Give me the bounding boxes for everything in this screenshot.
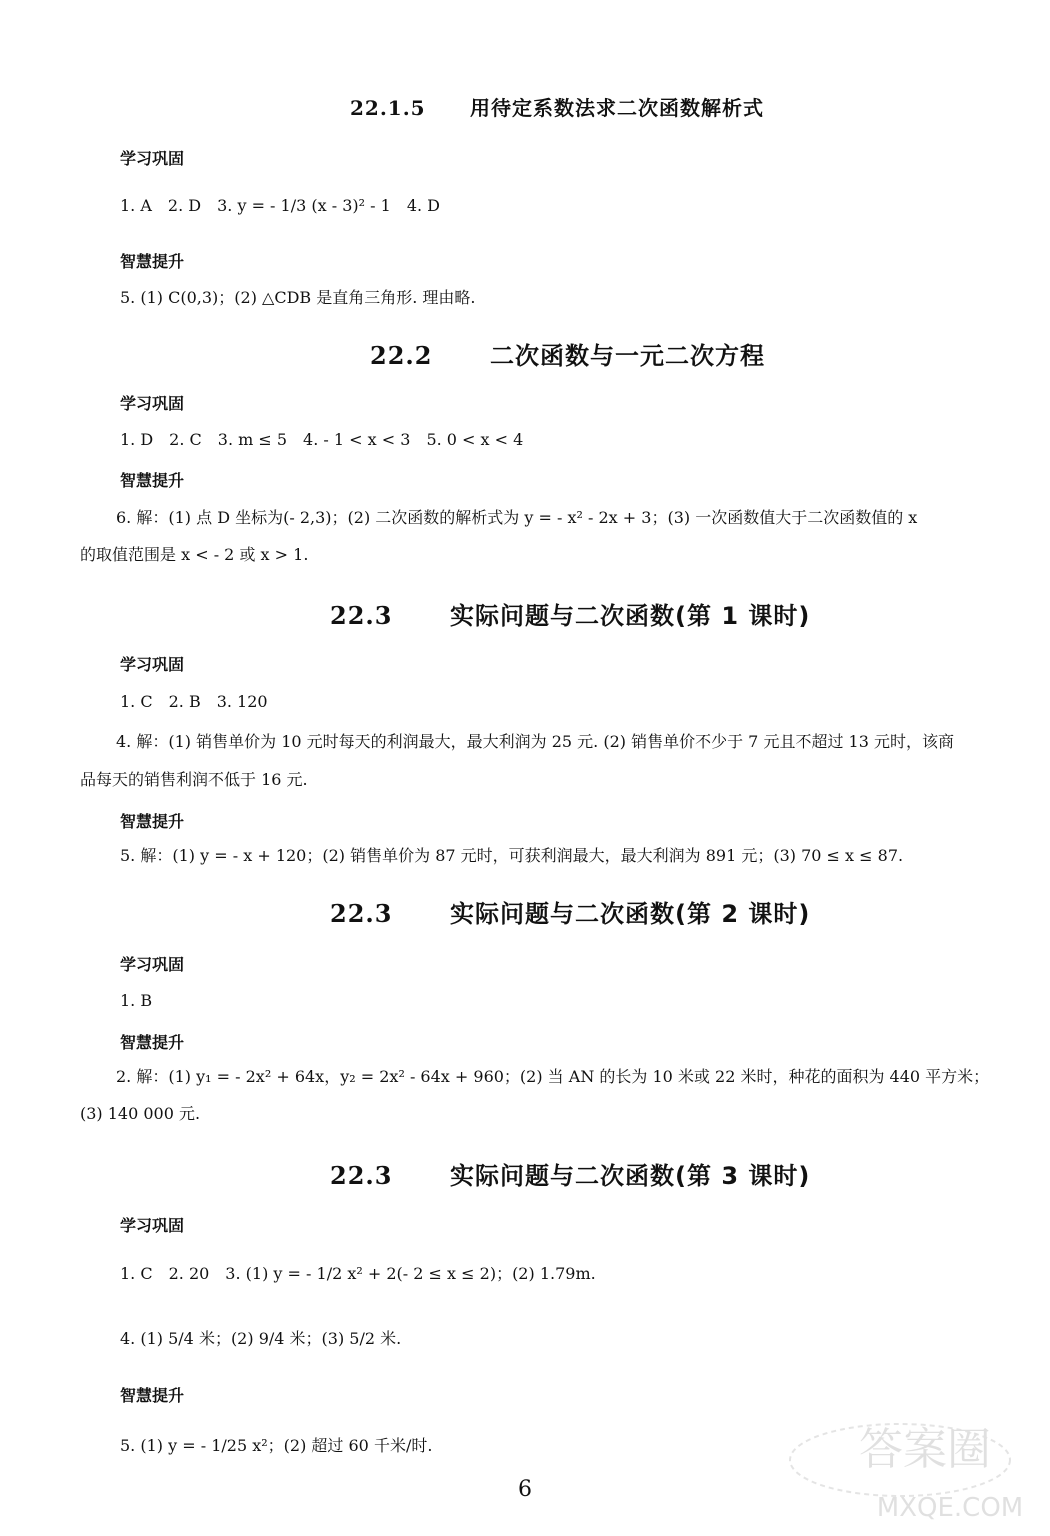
section-heading: 用待定系数法求二次函数解析式	[470, 96, 764, 120]
page-number: 6	[518, 1477, 532, 1502]
answer-line: 4. (1) 5/4 米；(2) 9/4 米；(3) 5/2 米.	[120, 1329, 402, 1348]
subheading: 智慧提升	[120, 812, 185, 831]
section-title	[330, 894, 810, 929]
section-number: 22.3	[330, 601, 393, 630]
section-title	[350, 92, 764, 121]
answer-line: (3) 140 000 元.	[80, 1104, 201, 1123]
subheading: 智慧提升	[120, 471, 185, 490]
answer-line: 4. 解：(1) 销售单价为 10 元时每天的利润最大，最大利润为 25 元. (2) 销售单价不少于 7 元且不超过 13 元时，该商	[116, 732, 954, 751]
answer-line: 5. (1) C(0,3)；(2) △CDB 是直角三角形. 理由略.	[120, 288, 476, 307]
answer-line: 品每天的销售利润不低于 16 元.	[80, 770, 308, 789]
section-number: 22.2	[370, 341, 433, 370]
section-title	[330, 596, 810, 631]
answer-line: 的取值范围是 x < - 2 或 x > 1.	[80, 545, 309, 564]
section-number: 22.1.5	[350, 96, 426, 120]
answer-line: 1. D 2. C 3. m ≤ 5 4. - 1 < x < 3 5. 0 < x < 4	[120, 430, 524, 449]
subheading: 学习巩固	[120, 149, 185, 168]
answer-line: 5. (1) y = - 1/25 x²；(2) 超过 60 千米/时.	[120, 1436, 433, 1455]
section-number: 22.3	[330, 1161, 393, 1190]
subheading: 智慧提升	[120, 1033, 185, 1052]
subheading: 学习巩固	[120, 394, 185, 413]
section-title	[330, 1156, 810, 1191]
answer-line: 1. B	[120, 991, 153, 1010]
section-heading: 实际问题与二次函数(第 1 课时)	[450, 602, 811, 630]
section-heading: 实际问题与二次函数(第 2 课时)	[450, 900, 811, 928]
answer-line: 5. 解：(1) y = - x + 120；(2) 销售单价为 87 元时，可获利润最大，最大利润为 891 元；(3) 70 ≤ x ≤ 87.	[120, 846, 904, 865]
section-heading: 二次函数与一元二次方程	[490, 342, 765, 370]
subheading: 智慧提升	[120, 1386, 185, 1405]
section-number: 22.3	[330, 899, 393, 928]
answer-line: 6. 解：(1) 点 D 坐标为(- 2,3)；(2) 二次函数的解析式为 y = - x² - 2x + 3；(3) 一次函数值大于二次函数值的 x	[116, 508, 918, 527]
section-title	[370, 336, 765, 371]
answer-line: 1. C 2. 20 3. (1) y = - 1/2 x² + 2(- 2 ≤ x ≤ 2)；(2) 1.79m.	[120, 1264, 596, 1283]
answer-line: 1. A 2. D 3. y = - 1/3 (x - 3)² - 1 4. D	[120, 196, 441, 215]
section-heading: 实际问题与二次函数(第 3 课时)	[450, 1162, 811, 1190]
answer-line: 2. 解：(1) y₁ = - 2x² + 64x，y₂ = 2x² - 64x + 960；(2) 当 AN 的长为 10 米或 22 米时，种花的面积为 440 平方米；	[116, 1067, 990, 1086]
watermark-logo	[780, 1398, 1040, 1528]
watermark-domain: MXQE.COM	[876, 1493, 1024, 1523]
subheading: 学习巩固	[120, 955, 185, 974]
watermark-text: 答案圈	[859, 1424, 991, 1475]
subheading: 学习巩固	[120, 1216, 185, 1235]
subheading: 学习巩固	[120, 655, 185, 674]
answer-line: 1. C 2. B 3. 120	[120, 692, 268, 711]
subheading: 智慧提升	[120, 252, 185, 271]
